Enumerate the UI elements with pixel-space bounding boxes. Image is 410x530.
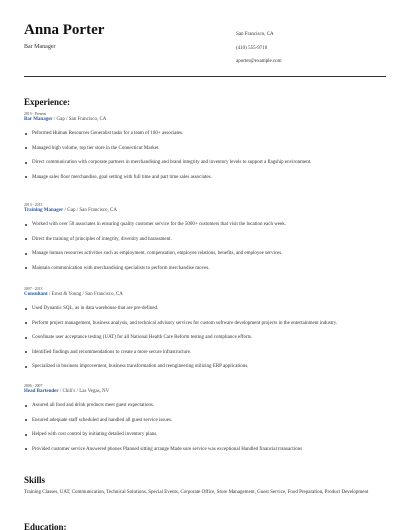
list-item: Helped with cost control by initiating detailed inventory plans. xyxy=(24,431,386,438)
job-bullets xyxy=(24,221,386,272)
job-entry xyxy=(24,112,386,188)
list-item: Direct the training of principles of integrity, diversity and harassment. xyxy=(24,236,386,243)
job-title: Head Bartender xyxy=(24,389,59,394)
list-item: Direct communication with corporate partners in merchandising and brand integrity and inventory levels to support a flagship environment. xyxy=(24,159,386,166)
list-item: Managed high volume, top tier store in the Connecticut Market. xyxy=(24,145,386,152)
education-heading: Education: xyxy=(24,522,67,530)
skills-heading: Skills xyxy=(24,475,46,485)
list-item: Maintain communication with merchandising specialists to perform merchandise moves. xyxy=(24,265,386,272)
resume-header xyxy=(24,0,386,78)
contact-location: San Francisco, CA xyxy=(236,32,274,37)
contact-phone: (410) 555-9710 xyxy=(236,45,268,51)
job-company: / Chili's / Las Vegas, NV xyxy=(58,389,110,394)
job-bullets xyxy=(24,402,386,453)
list-item: Provided customer service Answered phones Planned sitting arrange Made sure service was exceptional Handled financial transactions xyxy=(24,446,386,453)
list-item: Ensured adequate staff scheduled and handled all guest service issues. xyxy=(24,417,386,424)
candidate-name: Anna Porter xyxy=(24,22,105,38)
job-entry xyxy=(24,287,386,378)
job-entry xyxy=(24,203,386,279)
contact-block xyxy=(236,28,282,69)
job-title-line xyxy=(24,208,386,213)
job-dates: 2013 - 2015 xyxy=(24,203,43,207)
experience-heading: Experience: xyxy=(24,97,70,107)
list-item: Used Dynamic SQL, as in data warehouse that are pre-defined. xyxy=(24,305,386,312)
job-title: Training Manager xyxy=(24,208,64,213)
list-item: Perform project management, business analysis, and technical advisory services for custom software development projects in the entertainment industry. xyxy=(24,320,386,327)
list-item: Peformed Human Resources Generalist tasks for a team of 160+ associates. xyxy=(24,130,386,137)
list-item: Manage human resources activities such as employment, compensation, employee relations, benefits, and employee services. xyxy=(24,250,386,257)
job-title-line xyxy=(24,389,386,394)
job-title: Consultant xyxy=(24,292,48,297)
job-company: / Ernst & Young / San Francisco, CA xyxy=(47,292,123,297)
job-company: / Gap / San Francisco, CA xyxy=(52,117,107,122)
job-bullets xyxy=(24,305,386,370)
candidate-role: Bar Manager xyxy=(24,44,56,50)
list-item: Identified findings and recommendations to create a more secure infrastructure. xyxy=(24,349,386,356)
contact-email: aporter@example.com xyxy=(236,59,282,64)
list-item: Specialized in business improvement, business transformation and reengineering utilizing ERP applications. xyxy=(24,363,386,370)
job-dates: 2007 - 2013 xyxy=(24,287,43,291)
job-entry xyxy=(24,384,386,460)
job-title-line xyxy=(24,117,386,122)
job-dates: 2015 - Present xyxy=(24,112,46,116)
job-bullets xyxy=(24,130,386,181)
skills-list: Training Classes, UAT, Communication, Technical Solutions, Special Events, Corporate Office, Store Management, Guest Service, Food Preparation, Product Development xyxy=(24,490,369,495)
list-item: Worked with over 50 associates in ensuring quality customer service for the 5000+ customers that visit the location each week. xyxy=(24,221,386,228)
header-divider xyxy=(24,76,386,77)
list-item: Manage sales floor merchandise, goal setting with full time and part time sales associates. xyxy=(24,174,386,181)
job-company: / Gap / San Francisco, CA xyxy=(63,208,117,213)
list-item: Coordinate user acceptance testing (UAT) for all National Health Care Reform testing and compliance efforts. xyxy=(24,334,386,341)
job-dates: 2006 - 2007 xyxy=(24,384,43,388)
job-title-line xyxy=(24,292,386,297)
job-title: Bar Manager xyxy=(24,117,53,122)
list-item: Assured all food and drink products meet guest expectations. xyxy=(24,402,386,409)
